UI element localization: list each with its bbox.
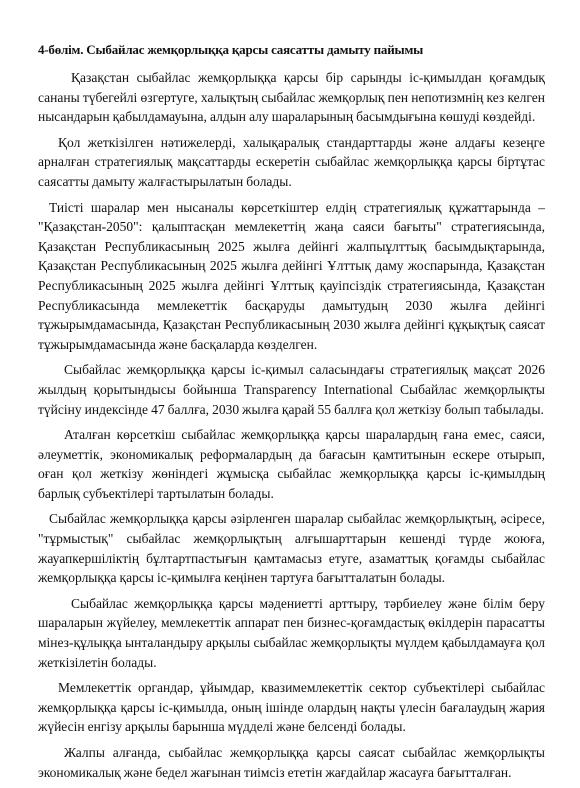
section-heading: 4-бөлім. Сыбайлас жемқорлыққа қарсы саясатты дамыту пайымы [38, 42, 424, 57]
paragraph: Сыбайлас жемқорлыққа қарсы әзірленген шаралар сыбайлас жемқорлықтың, әсіресе, "тұрмыстық" сыбайлас жемқорлықтың алғышарттарын кешенді түрде жоюға, жауапкершіліктің бұлтартпастығын қамтамасыз етуге, азаматтық қоғамды сыбайлас жемқорлыққа қарсы іс-қимылға кеңінен тартуға бағытталатын болады. [38, 511, 545, 586]
paragraph: Сыбайлас жемқорлыққа қарсы мәдениетті арттыру, тәрбиелеу және білім беру шараларын жүйелеу, мемлекеттік аппарат пен бизнес-қоғамдастық өкілдерін парасатты мінез-құлыққа ынталандыру арқылы сыбайлас жемқорлықты мүлдем қабылдамауға қол жеткізілетін болады. [38, 595, 545, 670]
paragraph: Мемлекеттік органдар, ұйымдар, квазимемлекеттік сектор субъектілері сыбайлас жемқорлыққа қарсы іс-қимылда, оның ішінде олардың нақты үлесін бағалаудың жария жүйесін енгізу арқылы барынша мүдделі және белсенді болады. [38, 680, 545, 735]
paragraph: Қол жеткізілген нәтижелерді, халықаралық стандарттарды және алдағы кезеңге арналған стратегиялық мақсаттарды ескеретін сыбайлас жемқорлыққа қарсы біртұтас саясатты дамыту жалғастырылатын болады. [38, 134, 545, 189]
document-body [38, 68, 545, 788]
paragraph: Жалпы алғанда, сыбайлас жемқорлыққа қарсы саясат сыбайлас жемқорлықты экономикалық және бедел жағынан тиімсіз ететін жағдайлар жасауға бағытталған. [38, 745, 545, 780]
paragraph: Қазақстан сыбайлас жемқорлыққа қарсы бір сарынды іс-қимылдан қоғамдық сананы түбегейлі өзгертуге, халықтың сыбайлас жемқорлық пен непотизмнің кез келген нысандарын қабылдамауына, алдын алу шараларының басымдығына көшуді көздейді. [38, 70, 545, 125]
paragraph: Аталған көрсеткіш сыбайлас жемқорлыққа қарсы шаралардың ғана емес, саяси, әлеуметтік, экономикалық реформалардың да бағасын қамтитынын ескере отырып, оған қол жеткізу жөніндегі жұмысқа сыбайлас жемқорлыққа қарсы іс-қимылдың барлық субъектілері тартылатын болады. [38, 427, 545, 501]
paragraph: Тиісті шаралар мен нысаналы көрсеткіштер елдің стратегиялық құжаттарында – "Қазақстан-2050": қалыптасқан мемлекеттің жаңа саяси бағыты" стратегиясында, Қазақстан Республикасының 2025 жылға дейінгі жалпыұлттық басымдықтарында, Қазақстан Республикасының 2025 жылға дейінгі Ұлттық даму жоспарында, Қазақстан Республикасының 2025 жылға дейінгі Ұлттық қауіпсіздік стратегиясында, Қазақстан Республикасында мемлекеттік басқаруды дамытудың 2030 жылға дейінгі тұжырымдамасында, Қазақстан Республикасының 2030 жылға дейінгі құқықтық саясат тұжырымдамасында және басқаларда көзделген. [38, 199, 545, 352]
paragraph: Сыбайлас жемқорлыққа қарсы іс-қимыл саласындағы стратегиялық мақсат 2026 жылдың қорытындысы бойынша Transparency International Сыбайлас жемқорлықты түйсіну индексінде 47 баллға, 2030 жылға қарай 55 баллға қол жеткізу болып табылады. [38, 362, 545, 417]
